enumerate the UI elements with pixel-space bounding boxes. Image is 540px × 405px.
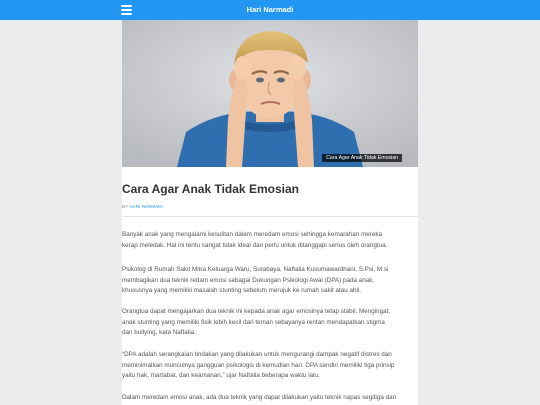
- site-title[interactable]: Hari Narmadi: [246, 5, 294, 14]
- hero-image: [122, 20, 418, 167]
- paragraph-2: [122, 265, 418, 297]
- paragraph-line: membagikan dua teknik redam emosi sebagai Dukungan Psikologi Awal (DPA) pada anak,: [122, 276, 375, 284]
- boy-photo: [122, 20, 418, 167]
- divider: [122, 216, 418, 217]
- paragraph-line: anak stunting yang memiliki fisik lebih kecil dari teman sebayanya rentan mendapatkan stigma: [122, 318, 385, 326]
- paragraph-4: [122, 350, 418, 382]
- paragraph-line: Banyak anak yang mengalami kesulitan dalam meredam emosi sehingga kemarahan mereka: [122, 231, 383, 238]
- article-card: [122, 20, 418, 405]
- paragraph-line: yaitu hak, martabat, dan keamanan,” ujar Naftalia beberapa waktu lalu.: [122, 372, 320, 379]
- byline-prefix: BY: [122, 204, 129, 209]
- paragraph-line: khususnya yang memiliki masalah stunting sebelum merujuk ke rumah sakit atau ahli.: [122, 287, 362, 294]
- paragraph-line: dan bullying, kata Naftalia.: [122, 329, 196, 336]
- hero-caption: Cara Agar Anak Tidak Emosian: [322, 154, 402, 162]
- paragraph-3: [122, 307, 418, 339]
- paragraph-line: meminimalkan munculnya gangguan psikologis di kemudian hari. DPA sendiri memiliki tiga prinsip: [122, 361, 395, 369]
- paragraph-line: “DPA adalah serangkaian tindakan yang dilakukan untuk mengurangi dampak negatif distres dan: [122, 351, 392, 358]
- author-link[interactable]: HARI NARMADI: [129, 204, 163, 209]
- top-app-bar: [0, 0, 540, 20]
- post-title: Cara Agar Anak Tidak Emosian: [122, 182, 299, 196]
- paragraph-line: Orangtua dapat mengajarkan dua teknik ini kepada anak agar emosinya tetap stabil. Mengingat,: [122, 308, 391, 315]
- byline: [122, 203, 163, 210]
- paragraph-5: [122, 393, 418, 404]
- paragraph-line: Dalam meredam emosi anak, ada dua teknik yang dapat dilakukan yaitu teknik napas segitiga dan: [122, 394, 397, 401]
- paragraph-line: kerap meledak. Hal ini tentu sangat tidak ideal dan perlu untuk ditanggapi serius oleh orangtua.: [122, 241, 388, 249]
- paragraph-line: Psikolog di Rumah Sakit Mitra Keluarga Waru, Surabaya, Naftalia Kusumawardhani, S.Psi, M.si: [122, 266, 389, 273]
- paragraph-1: [122, 230, 418, 251]
